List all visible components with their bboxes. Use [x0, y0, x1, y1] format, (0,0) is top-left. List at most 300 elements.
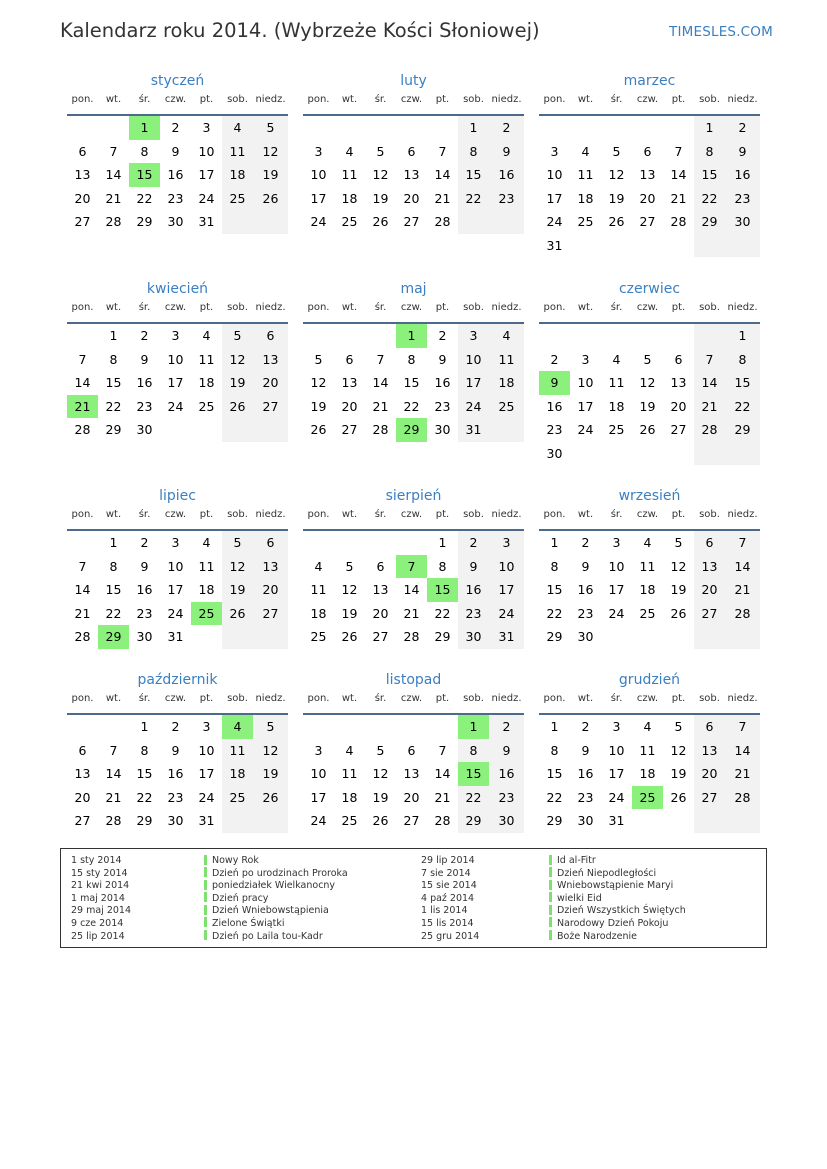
day-cell: 24: [198, 190, 215, 206]
weekday-label: czw.: [164, 693, 187, 704]
day-cell: 20: [341, 398, 358, 414]
day-cell: 28: [694, 418, 725, 442]
day-cell: 1: [438, 535, 447, 550]
day-cell: 24: [310, 813, 327, 828]
empty-cell: [694, 809, 725, 833]
legend-holiday-entry: [204, 931, 348, 944]
day-cell: 18: [341, 190, 358, 206]
day-cell: 2: [171, 120, 180, 135]
day-cell: 8: [109, 558, 118, 574]
day-cell: 20: [694, 578, 725, 602]
day-cell: 24: [310, 214, 327, 229]
empty-cell: [489, 210, 524, 234]
empty-cell: [334, 324, 365, 348]
weekday-label: śr.: [374, 302, 387, 313]
day-cell: 6: [407, 143, 416, 159]
empty-cell: [601, 442, 632, 466]
day-cell: 26: [253, 187, 288, 211]
day-cell: 27: [694, 602, 725, 626]
weekday-header: [67, 509, 288, 527]
legend-date: 21 kwi 2014: [71, 880, 130, 892]
weekday-label: pon.: [307, 94, 330, 105]
day-cell: 22: [136, 789, 153, 805]
day-cell: 2: [489, 116, 524, 140]
empty-cell: [725, 442, 760, 466]
day-cell: 25: [489, 395, 524, 419]
day-cell: 30: [136, 422, 153, 437]
empty-cell: [67, 715, 98, 739]
legend-holiday-entry: [549, 931, 686, 944]
day-cell: 10: [167, 558, 184, 574]
holiday-marker-icon: [549, 930, 552, 940]
day-cell: 24: [167, 605, 184, 621]
day-cell: 18: [310, 605, 327, 621]
day-cell: 25: [222, 786, 253, 810]
day-cell: 10: [546, 167, 563, 182]
empty-cell: [253, 809, 288, 833]
weekday-label: czw.: [400, 509, 423, 520]
day-cell: 2: [438, 328, 447, 343]
empty-cell: [67, 324, 98, 348]
day-cell: 23: [577, 789, 594, 805]
day-cell: 6: [78, 742, 87, 758]
weekday-label: wt.: [105, 302, 122, 313]
empty-cell: [458, 210, 489, 234]
weekday-header: [67, 302, 288, 320]
day-cell: 8: [694, 140, 725, 164]
day-cell: 26: [670, 605, 687, 621]
holiday-marker-icon: [549, 892, 552, 902]
empty-cell: [396, 116, 427, 140]
day-cell: 6: [407, 742, 416, 758]
day-cell: 9: [458, 555, 489, 579]
day-cell: 31: [198, 214, 215, 229]
day-cell: 11: [198, 351, 215, 367]
month-name: styczeń: [150, 73, 205, 89]
day-cell: 18: [222, 163, 253, 187]
legend-holiday-entry: [549, 905, 686, 918]
weekday-label: czw.: [636, 693, 659, 704]
day-cell: 23: [434, 398, 451, 414]
day-cell: 23: [489, 187, 524, 211]
empty-cell: [663, 324, 694, 348]
day-cell: 2: [458, 531, 489, 555]
day-cell: 13: [403, 766, 420, 781]
day-cell: 10: [489, 555, 524, 579]
weekday-label: niedz.: [255, 509, 286, 520]
empty-cell: [98, 116, 129, 140]
holiday-day-cell: 29: [98, 625, 129, 649]
weekday-label: śr.: [138, 302, 151, 313]
day-cell: 11: [310, 582, 327, 597]
day-cell: 23: [577, 605, 594, 621]
empty-cell: [222, 418, 253, 442]
day-cell: 14: [725, 739, 760, 763]
day-cell: 26: [372, 813, 389, 828]
day-cell: 4: [202, 535, 211, 550]
day-cell: 5: [674, 535, 683, 550]
day-cell: 21: [74, 605, 91, 621]
day-cell: 13: [341, 375, 358, 390]
day-cell: 20: [74, 190, 91, 206]
day-cell: 9: [140, 558, 149, 574]
legend-holiday-name: Dzień Wniebowstąpienia: [212, 905, 329, 917]
weekday-label: pon.: [71, 94, 94, 105]
day-cell: 4: [643, 719, 652, 734]
brand-link[interactable]: TIMESLES.COM: [669, 24, 773, 40]
day-cell: 8: [407, 351, 416, 367]
day-cell: 15: [136, 766, 153, 781]
day-cell: 7: [438, 742, 447, 758]
day-cell: 13: [372, 582, 389, 597]
weekday-label: pt.: [671, 94, 686, 105]
day-cell: 25: [608, 422, 625, 437]
day-cell: 8: [140, 742, 149, 758]
day-cell: 1: [458, 116, 489, 140]
day-cell: 11: [639, 742, 656, 758]
month-block: [539, 670, 760, 833]
day-grid: [539, 324, 760, 465]
empty-cell: [365, 116, 396, 140]
weekday-header: [67, 693, 288, 711]
day-cell: 9: [489, 739, 524, 763]
day-cell: 29: [458, 809, 489, 833]
day-cell: 7: [725, 715, 760, 739]
day-cell: 23: [136, 398, 153, 414]
weekday-label: czw.: [164, 94, 187, 105]
day-cell: 11: [198, 558, 215, 574]
day-cell: 17: [489, 578, 524, 602]
day-cell: 21: [670, 190, 687, 206]
day-cell: 2: [489, 715, 524, 739]
day-cell: 3: [612, 535, 621, 550]
day-cell: 13: [253, 555, 288, 579]
day-cell: 27: [372, 629, 389, 644]
day-cell: 8: [458, 739, 489, 763]
day-cell: 31: [546, 237, 563, 253]
weekday-label: śr.: [138, 94, 151, 105]
day-cell: 14: [74, 582, 91, 597]
day-cell: 30: [577, 813, 594, 828]
day-grid: [67, 116, 288, 234]
weekday-header: [67, 94, 288, 112]
day-cell: 15: [105, 375, 122, 390]
empty-cell: [663, 809, 694, 833]
empty-cell: [725, 809, 760, 833]
day-cell: 28: [403, 629, 420, 644]
day-cell: 21: [105, 789, 122, 805]
month-block: [539, 71, 760, 257]
weekday-label: wt.: [105, 693, 122, 704]
day-cell: 21: [725, 762, 760, 786]
day-cell: 4: [612, 351, 621, 367]
day-cell: 20: [403, 190, 420, 206]
day-cell: 7: [674, 143, 683, 159]
day-cell: 21: [372, 398, 389, 414]
empty-cell: [694, 234, 725, 258]
day-cell: 17: [577, 398, 594, 414]
day-cell: 6: [78, 143, 87, 159]
day-cell: 4: [222, 116, 253, 140]
day-cell: 4: [345, 742, 354, 758]
day-cell: 12: [222, 348, 253, 372]
empty-cell: [694, 324, 725, 348]
day-cell: 18: [198, 375, 215, 390]
day-cell: 2: [171, 719, 180, 734]
day-cell: 8: [140, 143, 149, 159]
weekday-header: [539, 693, 760, 711]
day-cell: 7: [109, 143, 118, 159]
day-cell: 7: [376, 351, 385, 367]
day-cell: 28: [74, 629, 91, 644]
day-cell: 6: [253, 324, 288, 348]
weekday-header: [539, 302, 760, 320]
day-cell: 5: [222, 531, 253, 555]
day-cell: 13: [74, 766, 91, 781]
day-cell: 6: [694, 715, 725, 739]
weekday-label: śr.: [610, 302, 623, 313]
weekday-label: pt.: [199, 302, 214, 313]
empty-cell: [98, 715, 129, 739]
day-cell: 11: [639, 558, 656, 574]
holiday-day-cell: 15: [427, 578, 458, 602]
day-cell: 8: [458, 140, 489, 164]
holiday-day-cell: 15: [129, 163, 160, 187]
day-cell: 9: [140, 351, 149, 367]
empty-cell: [334, 715, 365, 739]
empty-cell: [365, 715, 396, 739]
day-cell: 17: [608, 766, 625, 781]
day-cell: 16: [489, 163, 524, 187]
day-cell: 10: [167, 351, 184, 367]
day-cell: 23: [136, 605, 153, 621]
day-cell: 17: [546, 190, 563, 206]
day-cell: 15: [546, 766, 563, 781]
legend-dates-right: [421, 855, 479, 943]
day-cell: 6: [345, 351, 354, 367]
day-cell: 20: [253, 371, 288, 395]
legend-dates-left: [71, 855, 131, 943]
weekday-label: czw.: [636, 302, 659, 313]
day-cell: 25: [341, 813, 358, 828]
day-cell: 30: [546, 445, 563, 461]
day-cell: 12: [670, 742, 687, 758]
weekday-label: czw.: [400, 94, 423, 105]
weekday-label: niedz.: [255, 302, 286, 313]
day-cell: 10: [310, 167, 327, 182]
day-cell: 18: [222, 762, 253, 786]
day-cell: 22: [105, 605, 122, 621]
day-cell: 3: [612, 719, 621, 734]
day-cell: 20: [639, 190, 656, 206]
day-cell: 22: [434, 605, 451, 621]
holiday-marker-icon: [204, 905, 207, 915]
weekday-label: wt.: [341, 509, 358, 520]
empty-cell: [253, 210, 288, 234]
day-cell: 18: [608, 398, 625, 414]
empty-cell: [365, 531, 396, 555]
day-cell: 27: [639, 214, 656, 229]
legend-names-right: [549, 855, 686, 943]
day-cell: 28: [105, 214, 122, 229]
day-cell: 31: [458, 418, 489, 442]
day-grid: [67, 715, 288, 833]
holiday-marker-icon: [204, 855, 207, 865]
day-cell: 9: [438, 351, 447, 367]
day-cell: 10: [608, 558, 625, 574]
day-cell: 23: [546, 422, 563, 437]
weekday-label: sob.: [699, 302, 720, 313]
day-cell: 3: [202, 120, 211, 135]
holiday-marker-icon: [204, 880, 207, 890]
day-cell: 15: [546, 582, 563, 597]
day-cell: 7: [109, 742, 118, 758]
weekday-label: śr.: [138, 693, 151, 704]
day-cell: 16: [458, 578, 489, 602]
day-cell: 25: [198, 398, 215, 414]
legend-holiday-name: Nowy Rok: [212, 855, 259, 866]
day-cell: 5: [376, 143, 385, 159]
legend-holiday-name: Narodowy Dzień Pokoju: [557, 917, 669, 929]
weekday-label: sob.: [227, 693, 248, 704]
weekday-label: wt.: [105, 94, 122, 105]
day-cell: 1: [694, 116, 725, 140]
day-cell: 12: [372, 167, 389, 182]
weekday-label: wt.: [577, 302, 594, 313]
empty-cell: [303, 324, 334, 348]
day-cell: 10: [198, 143, 215, 159]
day-cell: 5: [674, 719, 683, 734]
day-cell: 26: [253, 786, 288, 810]
holiday-marker-icon: [204, 917, 207, 927]
day-cell: 1: [550, 535, 559, 550]
day-cell: 29: [136, 214, 153, 229]
legend-date: 4 paź 2014: [421, 892, 475, 904]
day-cell: 27: [403, 813, 420, 828]
day-cell: 14: [105, 766, 122, 781]
day-cell: 14: [74, 375, 91, 390]
weekday-label: wt.: [341, 94, 358, 105]
holiday-day-cell: 15: [458, 762, 489, 786]
weekday-label: pt.: [199, 509, 214, 520]
day-cell: 3: [171, 328, 180, 343]
holiday-marker-icon: [549, 867, 552, 877]
weekday-label: sob.: [463, 94, 484, 105]
weekday-label: sob.: [463, 302, 484, 313]
day-cell: 18: [489, 371, 524, 395]
day-grid: [539, 531, 760, 649]
day-cell: 18: [639, 766, 656, 781]
day-cell: 6: [643, 143, 652, 159]
day-cell: 11: [577, 167, 594, 182]
month-block: [303, 670, 524, 833]
weekday-label: śr.: [610, 693, 623, 704]
legend-holiday-name: Dzień Wszystkich Świętych: [557, 905, 686, 917]
weekday-label: sob.: [463, 509, 484, 520]
legend-holiday-entry: [549, 893, 686, 906]
day-grid: [303, 531, 524, 649]
empty-cell: [601, 116, 632, 140]
day-cell: 27: [403, 214, 420, 229]
legend-holiday-entry: [204, 855, 348, 868]
day-cell: 26: [310, 422, 327, 437]
day-cell: 22: [546, 789, 563, 805]
day-cell: 19: [608, 190, 625, 206]
day-cell: 12: [372, 766, 389, 781]
holiday-day-cell: 1: [396, 324, 427, 348]
day-cell: 2: [140, 535, 149, 550]
day-cell: 5: [222, 324, 253, 348]
day-cell: 3: [314, 143, 323, 159]
weekday-label: sob.: [699, 693, 720, 704]
day-cell: 3: [314, 742, 323, 758]
weekday-label: śr.: [374, 509, 387, 520]
day-cell: 2: [581, 535, 590, 550]
weekday-label: pon.: [543, 693, 566, 704]
day-cell: 28: [725, 786, 760, 810]
weekday-header: [303, 693, 524, 711]
day-cell: 20: [403, 789, 420, 805]
month-name: marzec: [623, 73, 676, 89]
day-cell: 12: [253, 140, 288, 164]
weekday-label: śr.: [610, 509, 623, 520]
day-cell: 4: [643, 535, 652, 550]
day-cell: 28: [670, 214, 687, 229]
day-cell: 13: [694, 555, 725, 579]
day-cell: 14: [725, 555, 760, 579]
empty-cell: [725, 234, 760, 258]
day-cell: 1: [550, 719, 559, 734]
day-cell: 11: [222, 140, 253, 164]
day-cell: 27: [670, 422, 687, 437]
legend-holiday-entry: [549, 918, 686, 931]
holiday-day-cell: 4: [222, 715, 253, 739]
day-cell: 2: [581, 719, 590, 734]
day-cell: 3: [458, 324, 489, 348]
day-cell: 24: [167, 398, 184, 414]
month-name: listopad: [385, 672, 442, 688]
month-block: [67, 670, 288, 833]
day-cell: 19: [670, 582, 687, 597]
weekday-label: niedz.: [727, 693, 758, 704]
month-block: [303, 486, 524, 649]
empty-cell: [222, 809, 253, 833]
month-block: [67, 71, 288, 234]
day-cell: 15: [725, 371, 760, 395]
day-cell: 23: [167, 190, 184, 206]
day-cell: 20: [670, 398, 687, 414]
day-cell: 23: [725, 187, 760, 211]
empty-cell: [427, 116, 458, 140]
weekday-label: niedz.: [491, 509, 522, 520]
weekday-label: pt.: [435, 693, 450, 704]
weekday-label: pt.: [671, 302, 686, 313]
weekday-label: sob.: [227, 509, 248, 520]
holiday-day-cell: 1: [129, 116, 160, 140]
month-name: październik: [137, 672, 218, 688]
day-cell: 21: [403, 605, 420, 621]
day-cell: 5: [643, 351, 652, 367]
weekday-label: czw.: [636, 509, 659, 520]
day-cell: 9: [171, 143, 180, 159]
day-cell: 27: [341, 422, 358, 437]
day-cell: 17: [198, 167, 215, 182]
legend-holiday-name: poniedziałek Wielkanocny: [212, 880, 336, 892]
weekday-label: niedz.: [255, 693, 286, 704]
day-cell: 28: [372, 422, 389, 437]
day-cell: 19: [253, 163, 288, 187]
legend-date: 15 sie 2014: [421, 880, 477, 892]
